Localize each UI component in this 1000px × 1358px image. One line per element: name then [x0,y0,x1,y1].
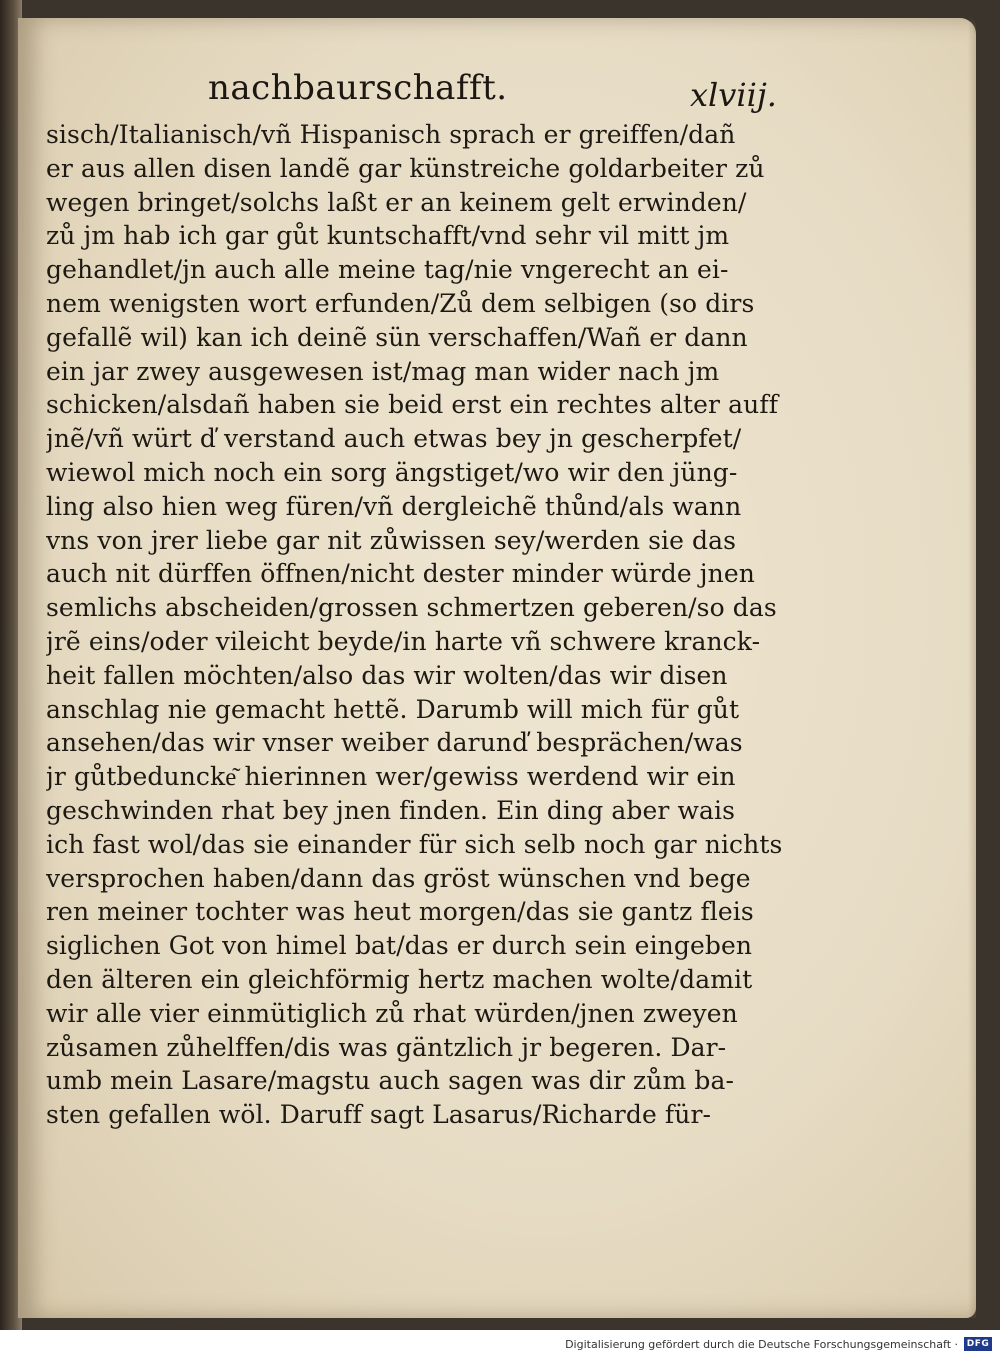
text-line: versprochen haben/dann das gröst wünschen vnd bege [46,863,751,893]
folio-number: xlviij. [690,76,777,114]
text-line: sten gefallen wöl. Daruff sagt Lasarus/Richarde für- [46,1100,712,1130]
text-line: auch nit dürffen öffnen/nicht dester minder würde jnen [46,559,755,589]
page-edge-shadow [968,18,976,1318]
funding-credit: Digitalisierung gefördert durch die Deutsche Forschungsgemeinschaft · [565,1338,958,1351]
text-line: ein jar zwey ausgewesen ist/mag man wider nach jm [46,356,720,386]
text-line: nem wenigsten wort erfunden/Zů dem selbigen (so dirs [46,288,755,318]
text-line: schicken/alsdañ haben sie beid erst ein rechtes alter auff [46,390,779,420]
text-line: siglichen Got von himel bat/das er durch sein eingeben [46,931,753,961]
text-line: den älteren ein gleichförmig hertz machen wolte/damit [46,964,753,994]
text-line: jnẽ/vñ würt ď verstand auch etwas bey jn gescherpfet/ [46,424,742,454]
text-line: gefallẽ wil) kan ich deinẽ sün verschaffen/Wañ er dann [46,322,748,352]
text-line: gehandlet/jn auch alle meine tag/nie vngerecht an ei- [46,255,729,285]
running-head: nachbaurschafft. [208,68,508,108]
book-page [18,18,976,1318]
text-line: jrẽ eins/oder vileicht beyde/in harte vñ schwere kranck- [46,626,761,656]
text-line: jr gůtbeduncke͂ hierinnen wer/gewiss werdend wir ein [46,762,736,792]
footer-bar [0,1330,1000,1358]
text-line: heit fallen möchten/also das wir wolten/das wir disen [46,660,728,690]
text-line: er aus allen disen landẽ gar künstreiche goldarbeiter zů [46,153,765,183]
dfg-logo: DFG [964,1337,992,1351]
text-line: anschlag nie gemacht hettẽ. Darumb will mich für gůt [46,694,740,724]
text-line: ren meiner tochter was heut morgen/das sie gantz fleis [46,897,754,927]
text-line: umb mein Lasare/magstu auch sagen was dir zům ba- [46,1066,735,1096]
text-line: vns von jrer liebe gar nit zůwissen sey/werden sie das [46,525,737,555]
text-line: ansehen/das wir vnser weiber darunď besprächen/was [46,728,743,758]
text-line: wegen bringet/solchs laßt er an keinem gelt erwinden/ [46,187,747,217]
text-line: wir alle vier einmütiglich zů rhat würden/jnen zweyen [46,998,738,1028]
body-text [46,118,788,1132]
text-line: ich fast wol/das sie einander für sich selb noch gar nichts [46,829,783,859]
text-line: zůsamen zůhelffen/dis was gäntzlich jr begeren. Dar- [46,1032,727,1062]
text-line: wiewol mich noch ein sorg ängstiget/wo wir den jüng- [46,457,738,487]
text-line: semlichs abscheiden/grossen schmertzen geberen/so das [46,593,777,623]
text-line: ling also hien weg füren/vñ dergleichẽ thůnd/als wann [46,491,742,521]
text-line: geschwinden rhat bey jnen finden. Ein ding aber wais [46,795,736,825]
text-line: sisch/Italianisch/vñ Hispanisch sprach er greiffen/dañ [46,120,736,149]
text-line: zů jm hab ich gar gůt kuntschafft/vnd sehr vil mitt jm [46,221,730,251]
